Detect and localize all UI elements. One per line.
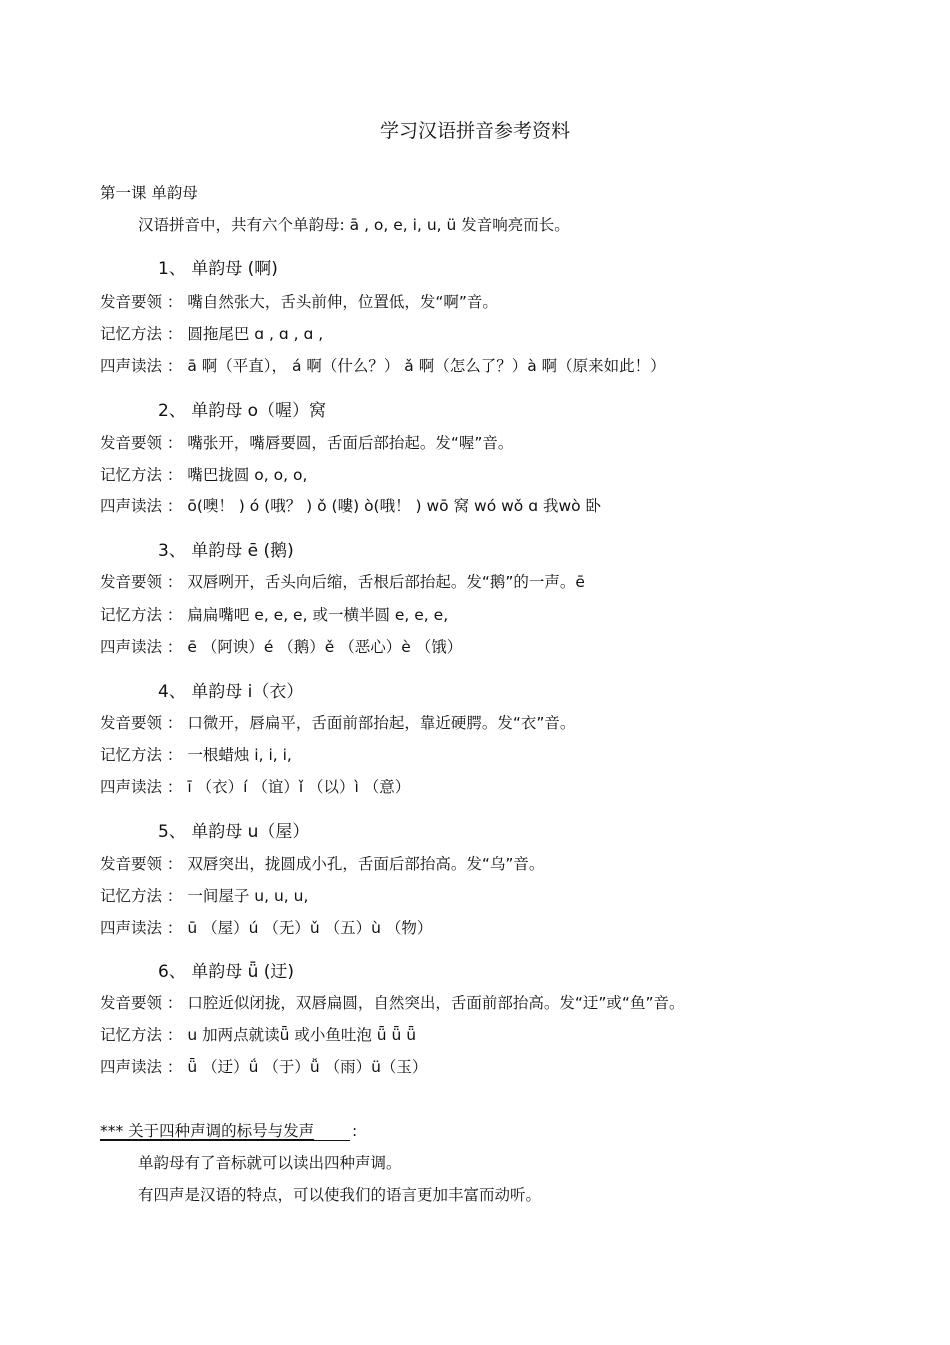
section-5-pronunciation: 发音要领 ： 双唇突出，拢圆成小孔，舌面后部抬高。发“乌”音。 [100, 855, 545, 873]
section-2-heading: 2、 单韵母 o（喔）窝 [158, 401, 327, 421]
section-4-memory: 记忆方法 ： 一根蜡烛 i, i, i, [100, 746, 292, 764]
section-5-memory: 记忆方法 ： 一间屋子 u, u, u, [100, 887, 309, 905]
section-3-memory: 记忆方法 ： 扁扁嘴吧 e, e, e, 或一横半圆 e, e, e, [100, 606, 449, 624]
section-2-tones: 四声读法 ： ō(噢！ ) ó (哦？ ) ǒ (嘍) ò(哦！ ) wō 窝 wó wǒ ɑ 我wò 卧 [100, 497, 602, 515]
lesson-intro: 汉语拼音中，共有六个单韵母: ā , o, e, i, u, ü 发音响亮而长。 [138, 216, 570, 234]
section-4-heading: 4、 单韵母 i（衣） [158, 682, 304, 702]
section-4-pronunciation: 发音要领 ： 口微开，唇扁平，舌面前部抬起，靠近硬腭。发“衣”音。 [100, 714, 576, 732]
section-6-pronunciation: 发音要领 ： 口腔近似闭拢，双唇扁圆，自然突出，舌面前部抬高。发“迂”或“鱼”音。 [100, 994, 685, 1012]
section-1-memory: 记忆方法 ： 圆拖尾巴 ɑ , ɑ , ɑ , [100, 325, 324, 343]
section-6-heading: 6、 单韵母 ǖ (迂) [158, 962, 295, 982]
note-heading: *** 关于四种声调的标号与发声 [100, 1122, 315, 1140]
section-4-tones: 四声读法 ： ī （衣）í （谊）ǐ （以）ì （意） [100, 778, 411, 796]
section-6-tones: 四声读法 ： ǖ （迂）ǘ （于）ǚ （雨）ü（玉） [100, 1058, 428, 1076]
section-1-heading: 1、 单韵母 (啊) [158, 259, 278, 279]
section-2-memory: 记忆方法 ： 嘴巴拢圆 o, o, o, [100, 466, 308, 484]
note-underline-divider [100, 1140, 350, 1141]
section-3-heading: 3、 单韵母 ē (鹅) [158, 541, 294, 561]
lesson-heading: 第一课 单韵母 [100, 184, 198, 202]
section-6-memory: 记忆方法 ： u 加两点就读ǖ 或小鱼吐泡 ǖ ǖ ǖ [100, 1026, 417, 1044]
section-1-tones: 四声读法 ： ā 啊（平直）， á 啊（什么？） ǎ 啊（怎么了？）à 啊（原来如此！） [100, 357, 666, 375]
section-5-heading: 5、 单韵母 u（屋） [158, 822, 310, 842]
section-5-tones: 四声读法 ： ū （屋）ú （无）ǔ （五）ù （物） [100, 919, 433, 937]
section-1-pronunciation: 发音要领 ： 嘴自然张大，舌头前伸，位置低，发“啊”音。 [100, 293, 498, 311]
section-3-tones: 四声读法 ： ē （阿谀）é （鹅）ě （恶心）è （饿） [100, 638, 463, 656]
section-3-pronunciation: 发音要领 ： 双唇咧开，舌头向后缩，舌根后部抬起。发“鹅”的一声。ē [100, 573, 585, 591]
note-line-1: 单韵母有了音标就可以读出四种声调。 [138, 1154, 402, 1172]
note-line-2: 有四声是汉语的特点，可以使我们的语言更加丰富而动听。 [138, 1186, 542, 1204]
note-heading-colon: : [352, 1122, 358, 1140]
page-title: 学习汉语拼音参考资料 [379, 120, 570, 142]
section-2-pronunciation: 发音要领 ： 嘴张开，嘴唇要圆，舌面后部抬起。发“喔”音。 [100, 434, 514, 452]
